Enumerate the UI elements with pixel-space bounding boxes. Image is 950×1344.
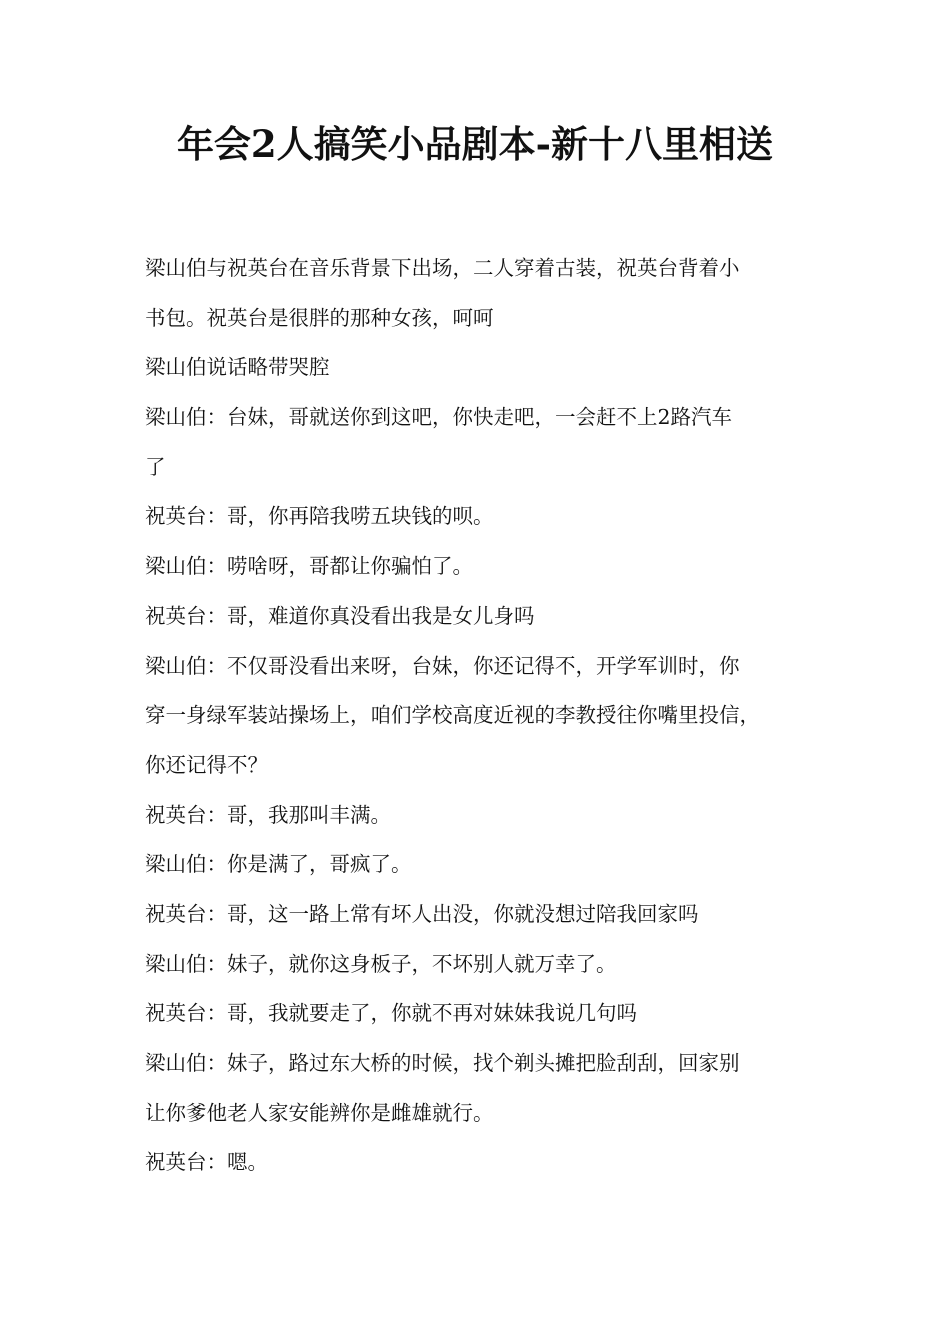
text-line: 梁山伯：台妹，哥就送你到这吧，你快走吧，一会赶不上2路汽车 xyxy=(145,405,733,430)
text-line: 穿一身绿军装站操场上，咱们学校高度近视的李教授往你嘴里投信， xyxy=(145,703,760,728)
text-line: 梁山伯：唠啥呀，哥都让你骗怕了。 xyxy=(145,554,473,579)
text-line: 梁山伯：妹子，路过东大桥的时候，找个剃头摊把脸刮刮，回家别 xyxy=(145,1051,740,1075)
text-line: 梁山伯：妹子，就你这身板子，不坏别人就万幸了。 xyxy=(145,951,617,976)
text-line: 书包。祝英台是很胖的那种女孩，呵呵 xyxy=(145,305,494,330)
text-line: 你还记得不？ xyxy=(145,752,268,777)
text-line: 了 xyxy=(145,454,166,479)
document-title: 年会2人搞笑小品剧本-新十八里相送 xyxy=(176,122,774,166)
text-line: 祝英台：哥，这一路上常有坏人出没，你就没想过陪我回家吗 xyxy=(145,901,699,926)
text-line: 祝英台：哥，我那叫丰满。 xyxy=(145,802,391,827)
text-line: 祝英台：哥，我就要走了，你就不再对妹妹我说几句吗 xyxy=(145,1001,637,1026)
text-line: 梁山伯与祝英台在音乐背景下出场，二人穿着古装，祝英台背着小 xyxy=(145,256,740,280)
text-line: 祝英台：哥，难道你真没看出我是女儿身吗 xyxy=(145,603,535,628)
text-line: 梁山伯：不仅哥没看出来呀，台妹，你还记得不，开学军训时，你 xyxy=(145,653,740,678)
text-line: 梁山伯说话略带哭腔 xyxy=(145,355,330,380)
text-line: 让你爹他老人家安能辨你是雌雄就行。 xyxy=(145,1100,494,1125)
document-body xyxy=(145,244,825,1188)
text-line: 梁山伯：你是满了，哥疯了。 xyxy=(145,852,412,877)
text-line: 祝英台：嗯。 xyxy=(145,1150,268,1175)
text-line: 祝英台：哥，你再陪我唠五块钱的呗。 xyxy=(145,504,494,529)
